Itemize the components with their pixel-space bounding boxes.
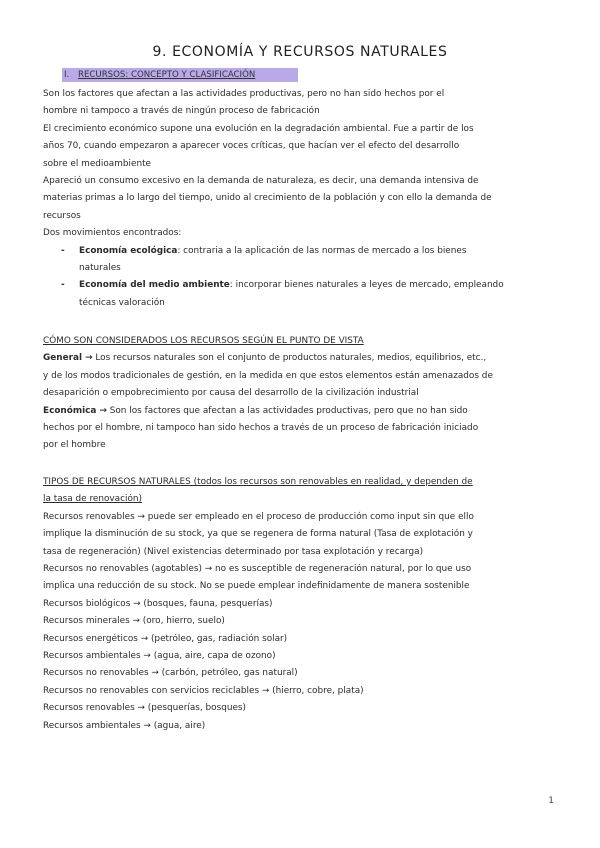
paragraph-line: años 70, cuando empezaron a aparecer voces críticas, que hacían ver el efecto del desarrollo (43, 141, 460, 152)
page-number: 1 (548, 796, 554, 806)
paragraph-line: tasa de regeneración) (Nivel existencias determinado por tasa explotación y recarga) (43, 546, 424, 557)
list-item-text: : contraria a la aplicación de las normas de mercado a los bienes (177, 245, 467, 256)
paragraph-line: Recursos biológicos → (bosques, fauna, pesquerías) (43, 598, 273, 609)
paragraph-line: implica una reducción de su stock. No se puede emplear indefinidamente de manera sostenible (43, 581, 470, 592)
list-item (43, 277, 558, 312)
paragraph-line: Recursos minerales → (oro, hierro, suelo) (43, 616, 225, 627)
paragraph-line: Recursos energéticos → (petróleo, gas, radiación solar) (43, 633, 288, 644)
paragraph-line: Los recursos naturales son el conjunto de productos naturales, medios, equilibrios, etc., (92, 353, 487, 364)
paragraph-line: sobre el medioambiente (43, 158, 152, 169)
paragraph-line: implique la disminución de su stock, ya que se regenera de forma natural (Tasa de explotación y (43, 529, 473, 540)
paragraph-line: Apareció un consumo excesivo en la demanda de naturaleza, es decir, una demanda intensiva de (43, 176, 479, 187)
list-item-text: : incorporar bienes naturales a leyes de mercado, empleando (229, 280, 504, 291)
section-1-heading (62, 68, 298, 82)
paragraph-line: desaparición o empobrecimiento por causa del desarrollo de la civilización industrial (43, 388, 419, 399)
paragraph-line: hombre ni tampoco a través de ningún proceso de fabricación (43, 106, 320, 117)
section-1-body (43, 86, 558, 312)
paragraph-line: Recursos no renovables con servicios reciclables → (hierro, cobre, plata) (43, 685, 364, 696)
section-1-number: I. (64, 70, 70, 80)
list-item-text: técnicas valoración (79, 297, 165, 308)
general-term: General → (43, 353, 93, 364)
paragraph-line: Son los factores que afectan a las actividades productivas, pero que no han sido (106, 405, 468, 416)
paragraph-line: Recursos no renovables → (carbón, petróleo, gas natural) (43, 668, 298, 679)
page-title: 9. ECONOMÍA Y RECURSOS NATURALES (152, 44, 448, 60)
section-3-heading: TIPOS DE RECURSOS NATURALES (todos los recursos son renovables en realidad, y dependen de (43, 477, 473, 487)
section-2-heading: CÓMO SON CONSIDERADOS LOS RECURSOS SEGÚN EL PUNTO DE VISTA (43, 336, 364, 346)
movements-list (43, 243, 558, 313)
paragraph-line: y de los modos tradicionales de gestión, en la medida en que estos elementos están amenazados de (43, 370, 493, 381)
economica-term: Económica → (43, 405, 107, 416)
section-3-heading: la tasa de renovación) (43, 494, 142, 505)
paragraph-line: Dos movimientos encontrados: (43, 228, 182, 239)
paragraph-line: Recursos renovables → (pesquerías, bosques) (43, 703, 247, 714)
paragraph-line: materias primas a lo largo del tiempo, unido al crecimiento de la población y con ello la demanda de (43, 193, 492, 204)
paragraph-line: por el hombre (43, 440, 106, 451)
list-item-text: naturales (79, 263, 121, 274)
paragraph-line: Recursos ambientales → (agua, aire, capa de ozono) (43, 651, 276, 662)
paragraph-line: Son los factores que afectan a las actividades productivas, pero no han sido hechos por el (43, 89, 445, 99)
paragraph-line: Recursos ambientales → (agua, aire) (43, 720, 206, 731)
list-item-term: Economía ecológica (79, 245, 178, 256)
section-1-heading-text: RECURSOS: CONCEPTO Y CLASIFICACIÓN (78, 70, 256, 80)
section-2-body (43, 333, 558, 455)
list-item-term: Economía del medio ambiente (79, 280, 230, 291)
paragraph-line: hechos por el hombre, ni tampoco han sido hechos a través de un proceso de fabricación iniciado (43, 423, 479, 434)
list-item (43, 243, 558, 278)
section-3-body (43, 474, 558, 735)
paragraph-line: recursos (43, 210, 81, 221)
paragraph-line: Recursos no renovables (agotables) → no es susceptible de regeneración natural, por lo que uso (43, 564, 472, 575)
paragraph-line: Recursos renovables → puede ser empleado en el proceso de producción como input sin que ello (43, 511, 474, 522)
paragraph-line: El crecimiento económico supone una evolución en la degradación ambiental. Fue a partir de los (43, 123, 474, 134)
